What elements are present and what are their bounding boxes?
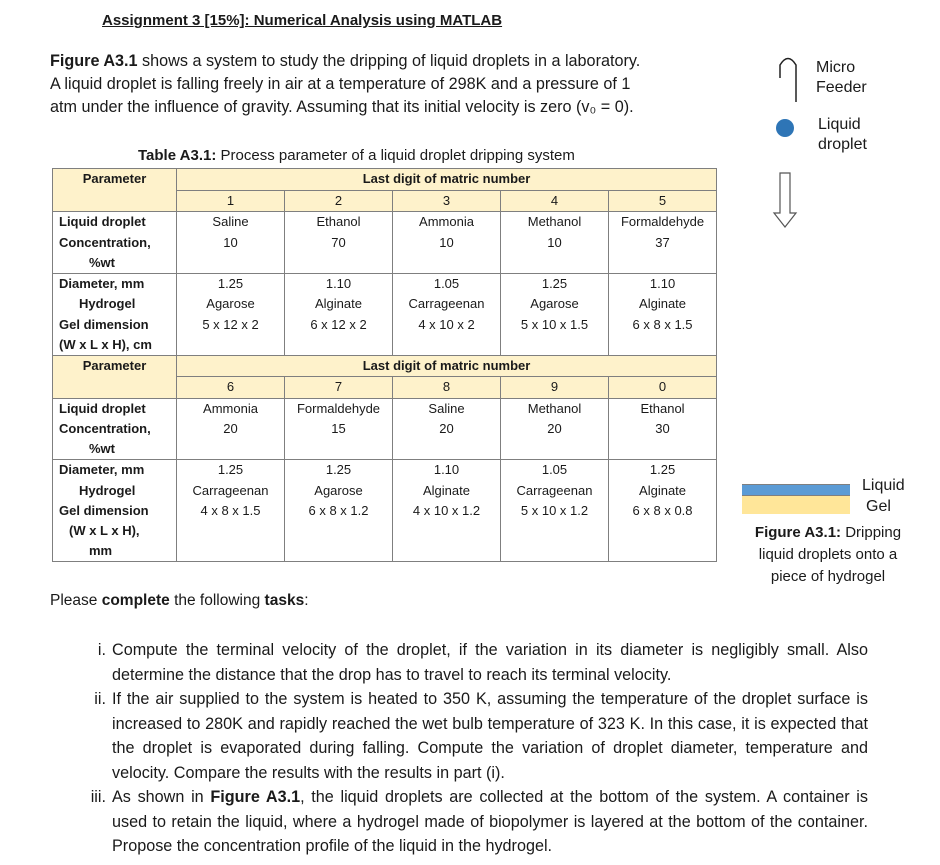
digit-cell: 9 bbox=[501, 377, 609, 399]
parameter-label-line: (W x L x H), cm bbox=[59, 336, 152, 352]
gel-layer bbox=[742, 495, 850, 514]
table-cell: Ammonia bbox=[393, 212, 501, 233]
container-air bbox=[742, 474, 850, 484]
table-cell: 6 x 12 x 2 bbox=[285, 315, 393, 356]
hydrogel-container bbox=[742, 474, 850, 514]
parameter-label-line: Diameter, mm bbox=[59, 462, 145, 477]
table-cell: 1.25 bbox=[177, 273, 285, 294]
table-cell: 37 bbox=[609, 233, 717, 274]
table-cell: 1.25 bbox=[177, 460, 285, 481]
table-cell: Carrageenan bbox=[177, 481, 285, 502]
table-cell: 4 x 8 x 1.5 bbox=[177, 501, 285, 562]
table-row bbox=[53, 419, 717, 460]
table-cell: Carrageenan bbox=[501, 481, 609, 502]
liquid-layer bbox=[742, 484, 850, 495]
table-cell: Methanol bbox=[501, 212, 609, 233]
task-text bbox=[112, 785, 868, 859]
instructions-bold: complete bbox=[101, 592, 170, 609]
header-parameter: Parameter bbox=[53, 169, 177, 212]
parameter-label-line: mm bbox=[89, 543, 113, 558]
table-cell: 4 x 10 x 1.2 bbox=[393, 501, 501, 562]
intro-line-1-text: shows a system to study the dripping of liquid droplets in a laboratory. bbox=[137, 52, 641, 70]
figure-caption bbox=[742, 522, 914, 588]
parameter-label-line: Liquid droplet bbox=[59, 400, 146, 416]
header-last-digit: Last digit of matric number bbox=[177, 355, 717, 377]
table-row bbox=[53, 273, 717, 294]
table-cell: 5 x 10 x 1.5 bbox=[501, 315, 609, 356]
liquid-droplet-icon bbox=[776, 119, 794, 137]
figure-caption-text: Dripping liquid droplets onto a piece of hydrogel bbox=[758, 524, 902, 585]
table-cell: 10 bbox=[177, 233, 285, 274]
down-arrow-icon bbox=[774, 173, 796, 227]
parameter-label-line: %wt bbox=[89, 441, 115, 456]
parameter-label-line: Concentration, bbox=[59, 234, 151, 250]
table-cell: Alginate bbox=[609, 294, 717, 315]
parameter-label bbox=[53, 460, 177, 481]
task-text: Compute the terminal velocity of the droplet, if the variation in its diameter is negligibly small. Also determine the distance that the drop has to travel to reach its terminal velocity. bbox=[112, 641, 868, 684]
figure-reference: Figure A3.1 bbox=[50, 52, 138, 70]
instructions-prefix: Please bbox=[50, 592, 102, 609]
table-cell: 1.25 bbox=[609, 460, 717, 481]
table-cell: 6 x 8 x 0.8 bbox=[609, 501, 717, 562]
table-cell: 20 bbox=[501, 419, 609, 460]
liquid-layer-label: Liquid bbox=[862, 477, 905, 494]
table-row bbox=[53, 398, 717, 419]
intro-line-1 bbox=[50, 50, 740, 73]
table-cell: 1.10 bbox=[609, 273, 717, 294]
table-row bbox=[53, 233, 717, 274]
table-cell: 5 x 12 x 2 bbox=[177, 315, 285, 356]
digit-cell: 2 bbox=[285, 190, 393, 212]
task-text: If the air supplied to the system is heated to 350 K, assuming the temperature of the droplet surface is increased to 280K and rapidly reached the wet bulb temperature of 323 K. In this case, it is expected that the droplet is evaporated during falling. Compute the variation of droplet diameter, temperature and velocity. Compare the results with the results in part (i). bbox=[112, 690, 868, 782]
table-cell: 15 bbox=[285, 419, 393, 460]
table-row bbox=[53, 315, 717, 356]
table-cell: Ethanol bbox=[609, 398, 717, 419]
digit-cell: 5 bbox=[609, 190, 717, 212]
table-cell: Ethanol bbox=[285, 212, 393, 233]
parameter-label-line: Hydrogel bbox=[79, 482, 136, 498]
figure-caption-label: Figure A3.1: bbox=[754, 524, 842, 541]
table-cell: 20 bbox=[393, 419, 501, 460]
table-row bbox=[53, 501, 717, 562]
intro-line-2: A liquid droplet is falling freely in air at a temperature of 298K and a pressure of 1 bbox=[50, 75, 631, 93]
table-cell: 20 bbox=[177, 419, 285, 460]
table-cell: 6 x 8 x 1.5 bbox=[609, 315, 717, 356]
digit-cell: 1 bbox=[177, 190, 285, 212]
parameter-label-line: Gel dimension bbox=[59, 316, 149, 332]
header-last-digit: Last digit of matric number bbox=[177, 169, 717, 191]
task-item bbox=[78, 785, 868, 859]
parameter-label bbox=[53, 398, 177, 419]
table-cell: 30 bbox=[609, 419, 717, 460]
intro-line-3: atm under the influence of gravity. Assuming that its initial velocity is zero (v₀ = 0). bbox=[50, 98, 634, 116]
micro-feeder-icon bbox=[780, 59, 796, 103]
table-cell: 70 bbox=[285, 233, 393, 274]
table-cell: Methanol bbox=[501, 398, 609, 419]
task-marker: iii. bbox=[90, 788, 106, 806]
table-caption-label: Table A3.1: bbox=[138, 147, 217, 164]
table-caption-text: Process parameter of a liquid droplet dripping system bbox=[216, 147, 575, 164]
table-cell: Formaldehyde bbox=[285, 398, 393, 419]
table-cell: Agarose bbox=[501, 294, 609, 315]
parameter-label bbox=[53, 233, 177, 274]
header-parameter: Parameter bbox=[53, 355, 177, 398]
table-cell: Alginate bbox=[285, 294, 393, 315]
parameter-label-line: (W x L x H), bbox=[69, 523, 140, 538]
table-row bbox=[53, 460, 717, 481]
parameter-label bbox=[53, 315, 177, 356]
digit-cell: 4 bbox=[501, 190, 609, 212]
intro-paragraph bbox=[50, 50, 740, 119]
table-cell: Carrageenan bbox=[393, 294, 501, 315]
digit-cell: 0 bbox=[609, 377, 717, 399]
table-cell: 1.05 bbox=[393, 273, 501, 294]
table-cell: 5 x 10 x 1.2 bbox=[501, 501, 609, 562]
task-figure-reference: Figure A3.1 bbox=[210, 788, 301, 806]
table-cell: 4 x 10 x 2 bbox=[393, 315, 501, 356]
task-list bbox=[78, 638, 868, 859]
liquid-droplet-label: Liquid droplet bbox=[818, 116, 867, 153]
parameter-label bbox=[53, 294, 177, 315]
table-cell: 6 x 8 x 1.2 bbox=[285, 501, 393, 562]
parameter-label-line: Hydrogel bbox=[79, 296, 136, 311]
table-row bbox=[53, 294, 717, 315]
digit-cell: 3 bbox=[393, 190, 501, 212]
gel-layer-label: Gel bbox=[866, 498, 891, 515]
instructions-bold-2: tasks bbox=[264, 592, 305, 609]
table-cell: Alginate bbox=[609, 481, 717, 502]
instructions bbox=[50, 592, 309, 610]
table-cell: 1.10 bbox=[393, 460, 501, 481]
task-item bbox=[78, 638, 868, 687]
parameter-label-line: %wt bbox=[89, 254, 115, 270]
task-item bbox=[78, 687, 868, 785]
table-cell: 1.05 bbox=[501, 460, 609, 481]
task-text-part: , the liquid droplets are collected at the bottom of the system. A container is used to retain the liquid, where a hydrogel made of biopolymer is layered at the bottom of the container. Propose the concentration profile of the liquid in the hydrogel. bbox=[112, 788, 868, 855]
table-cell: 1.25 bbox=[501, 273, 609, 294]
parameter-label-line: Gel dimension bbox=[59, 503, 149, 518]
table-header-row bbox=[53, 169, 717, 191]
table-header-row bbox=[53, 355, 717, 377]
table-cell: 1.10 bbox=[285, 273, 393, 294]
table-cell: Saline bbox=[177, 212, 285, 233]
table-cell: 1.25 bbox=[285, 460, 393, 481]
task-marker: ii. bbox=[94, 690, 106, 708]
task-marker: i. bbox=[97, 641, 106, 659]
table-cell: Agarose bbox=[177, 294, 285, 315]
table-cell: 10 bbox=[501, 233, 609, 274]
instructions-middle: the following bbox=[169, 592, 265, 609]
parameter-label bbox=[53, 501, 177, 562]
parameter-label bbox=[53, 419, 177, 460]
assignment-title: Assignment 3 [15%]: Numerical Analysis using MATLAB bbox=[102, 12, 503, 29]
table-row bbox=[53, 212, 717, 233]
process-parameter-table bbox=[52, 168, 717, 562]
parameter-label bbox=[53, 481, 177, 502]
parameter-label-line: Liquid droplet bbox=[59, 214, 146, 229]
micro-feeder-label: Micro Feeder bbox=[816, 59, 867, 96]
parameter-label-line: Diameter, mm bbox=[59, 275, 145, 291]
parameter-label bbox=[53, 212, 177, 233]
parameter-label-line: Concentration, bbox=[59, 421, 151, 436]
table-row bbox=[53, 481, 717, 502]
parameter-label bbox=[53, 273, 177, 294]
digit-cell: 6 bbox=[177, 377, 285, 399]
task-text-part: As shown in bbox=[112, 788, 211, 806]
instructions-suffix: : bbox=[304, 592, 309, 609]
table-cell: Alginate bbox=[393, 481, 501, 502]
table-cell: 10 bbox=[393, 233, 501, 274]
table-cell: Formaldehyde bbox=[609, 212, 717, 233]
table-cell: Ammonia bbox=[177, 398, 285, 419]
table-cell: Agarose bbox=[285, 481, 393, 502]
table-caption bbox=[138, 147, 575, 164]
digit-cell: 7 bbox=[285, 377, 393, 399]
table-cell: Saline bbox=[393, 398, 501, 419]
digit-cell: 8 bbox=[393, 377, 501, 399]
